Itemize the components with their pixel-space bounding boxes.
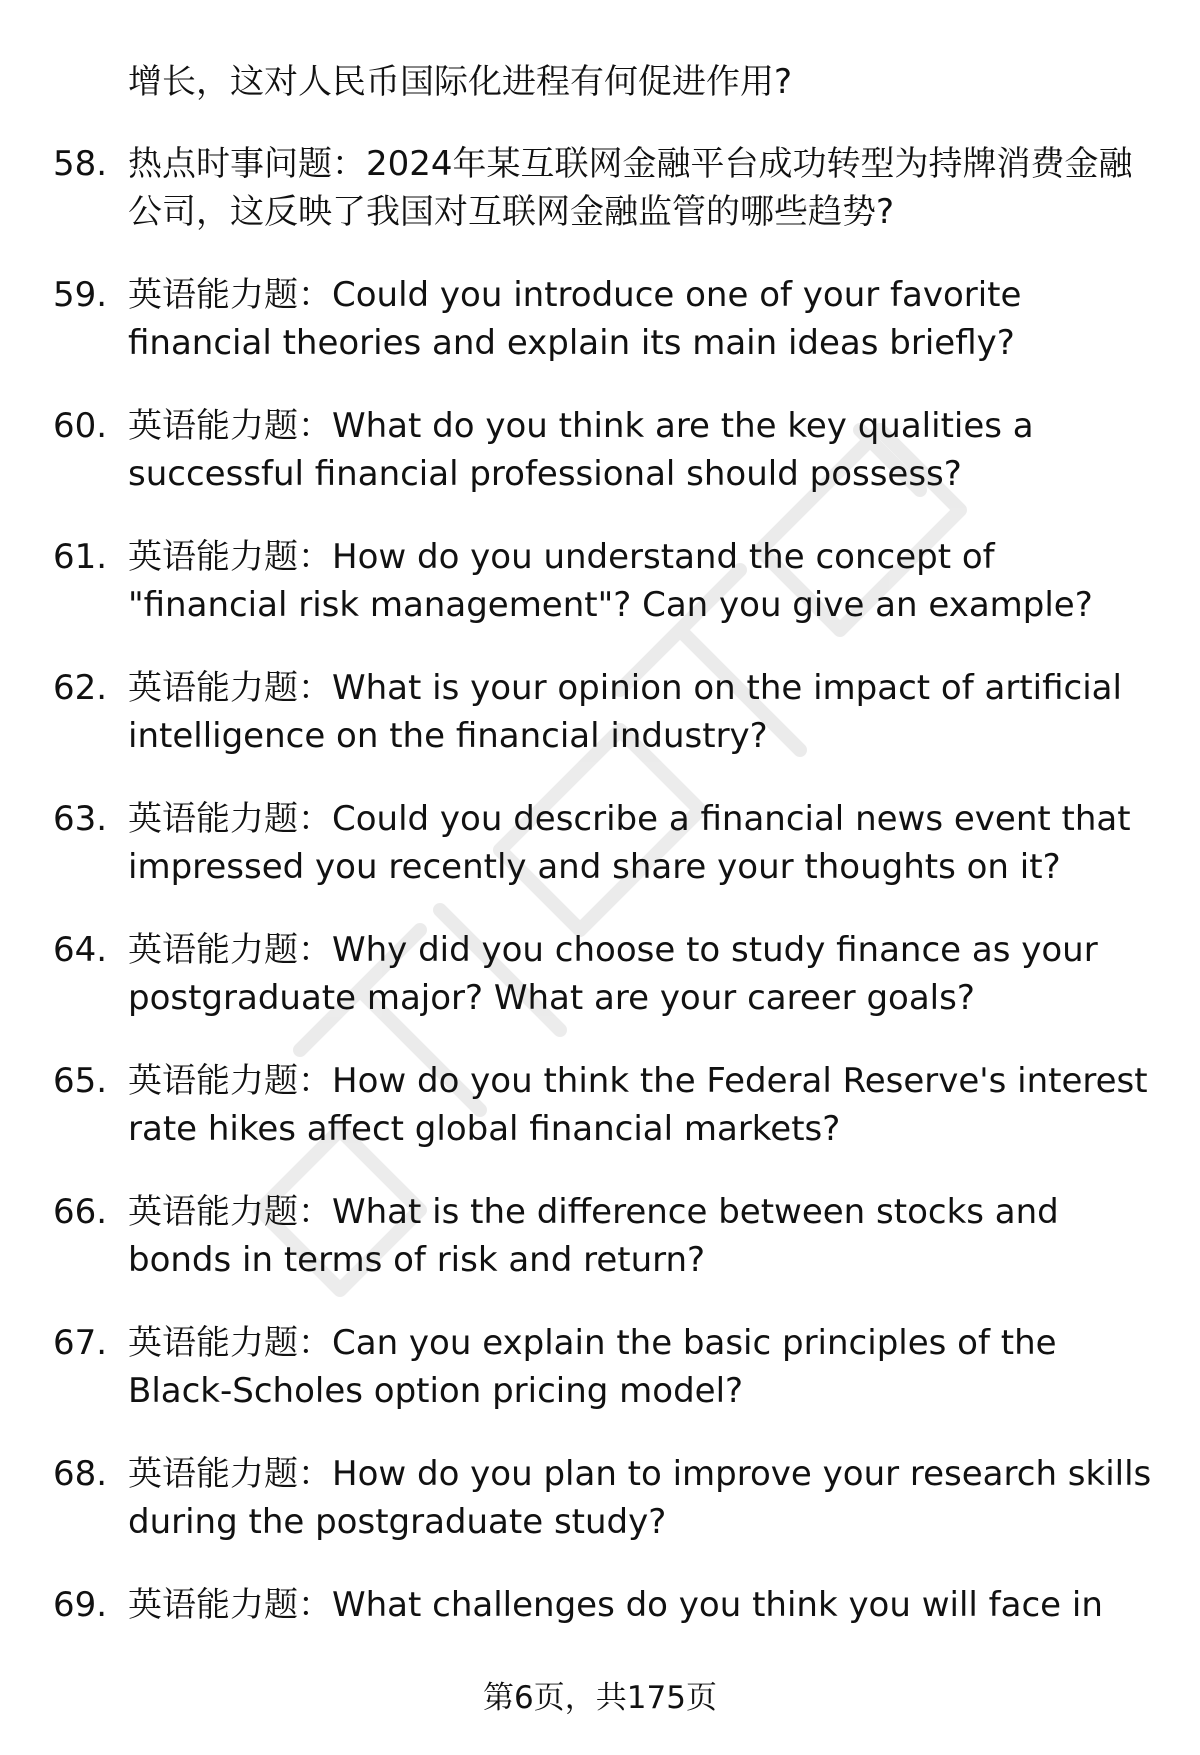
question-text: 英语能力题：What is the difference between stocks and bonds in terms of risk and return?: [128, 1192, 1059, 1280]
question-text: 英语能力题：How do you understand the concept of "financial risk management"? Can you give an example?: [128, 537, 1093, 625]
question-number: 63.: [53, 799, 108, 839]
question-item: [53, 402, 1158, 498]
question-text: 英语能力题：What is your opinion on the impact of artificial intelligence on the financial industry?: [128, 668, 1122, 756]
question-number: 61.: [53, 537, 108, 577]
question-text: 英语能力题：How do you think the Federal Reserve's interest rate hikes affect global financial markets?: [128, 1061, 1148, 1149]
question-item: [53, 664, 1158, 760]
question-text: 英语能力题：Why did you choose to study finance as your postgraduate major? What are your career goals?: [128, 930, 1098, 1018]
question-item: [53, 140, 1158, 236]
question-number: 59.: [53, 275, 108, 315]
question-number: 67.: [53, 1323, 108, 1363]
question-text: 英语能力题：How do you plan to improve your research skills during the postgraduate study?: [128, 1454, 1152, 1542]
question-number: 58.: [53, 144, 108, 184]
question-item: [53, 1450, 1158, 1546]
question-number: 65.: [53, 1061, 108, 1101]
question-text: 英语能力题：What challenges do you think you will face in: [128, 1585, 1103, 1625]
question-item: [53, 795, 1158, 891]
question-number: 60.: [53, 406, 108, 446]
question-item: [53, 1188, 1158, 1284]
question-text: 英语能力题：Could you describe a financial news event that impressed you recently and share your thoughts on it?: [128, 799, 1131, 887]
question-number: 62.: [53, 668, 108, 708]
question-item: [53, 1581, 1158, 1629]
question-item: [53, 271, 1158, 367]
question-number: 66.: [53, 1192, 108, 1232]
question-number: 64.: [53, 930, 108, 970]
question-item: [53, 533, 1158, 629]
question-number: 68.: [53, 1454, 108, 1494]
question-text: 英语能力题：Could you introduce one of your favorite financial theories and explain its main ideas briefly?: [128, 275, 1022, 363]
question-list: [0, 58, 1200, 1664]
question-item: [53, 926, 1158, 1022]
question-text: 英语能力题：Can you explain the basic principles of the Black-Scholes option pricing model?: [128, 1323, 1057, 1411]
question-number: 69.: [53, 1585, 108, 1625]
question-text: 热点时事问题：2024年某互联网金融平台成功转型为持牌消费金融公司，这反映了我国对互联网金融监管的哪些趋势?: [128, 144, 1133, 232]
page-number-footer: 第6页，共175页: [483, 1680, 717, 1716]
continued-question-text: 增长，这对人民币国际化进程有何促进作用?: [128, 62, 793, 102]
question-item: [53, 1057, 1158, 1153]
question-text: 英语能力题：What do you think are the key qualities a successful financial professional should possess?: [128, 406, 1034, 494]
question-item: [53, 1319, 1158, 1415]
